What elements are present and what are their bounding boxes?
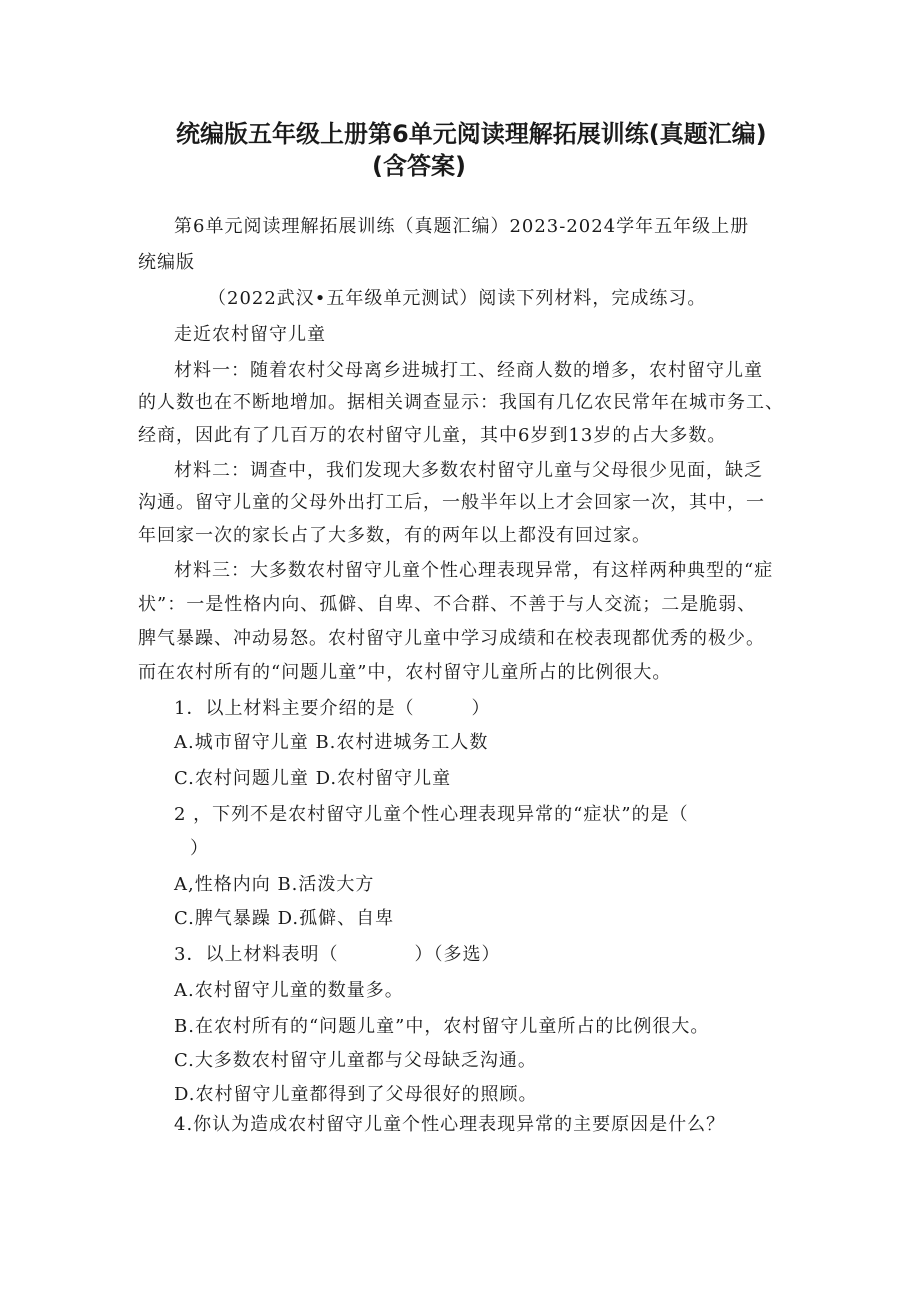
question2-options-cd: C.脾气暴躁 D.孤僻、自卑 bbox=[174, 908, 395, 929]
question3: 3．以上材料表明（ ）（多选） bbox=[174, 944, 501, 965]
question2-options-ab: A,性格内向 B.活泼大方 bbox=[174, 874, 375, 895]
question2-line1: 2 ，下列不是农村留守儿童个性心理表现异常的“症状”的是（ bbox=[174, 804, 689, 825]
document-title-line2: (含答案) bbox=[372, 152, 466, 180]
document-title-line1: 统编版五年级上册第6单元阅读理解拓展训练(真题汇编) bbox=[176, 120, 767, 148]
material2-line1: 材料二：调查中，我们发现大多数农村留守儿童与父母很少见面，缺乏 bbox=[174, 460, 763, 481]
source-line: （2022武汉•五年级单元测试）阅读下列材料，完成练习。 bbox=[208, 288, 707, 309]
material1-line2: 的人数也在不断地增加。据相关调查显示：我国有几亿农民常年在城市务工、 bbox=[138, 392, 784, 413]
intro-line1: 第6单元阅读理解拓展训练（真题汇编）2023-2024学年五年级上册 bbox=[174, 216, 750, 237]
question1-options-cd: C.农村问题儿童 D.农村留守儿童 bbox=[174, 768, 452, 789]
material1-line1: 材料一：随着农村父母离乡进城打工、经商人数的增多，农村留守儿童 bbox=[174, 360, 763, 381]
material3-line4: 而在农村所有的“问题儿童”中，农村留守儿童所占的比例很大。 bbox=[138, 662, 672, 683]
question3-option-d: D.农村留守儿童都得到了父母很好的照顾。 bbox=[174, 1084, 538, 1105]
passage-title: 走近农村留守儿童 bbox=[174, 324, 326, 345]
question3-option-b: B.在农村所有的“问题儿童”中，农村留守儿童所占的比例很大。 bbox=[174, 1016, 710, 1037]
question3-option-a: A.农村留守儿童的数量多。 bbox=[174, 980, 404, 1001]
material2-line3: 年回家一次的家长占了大多数，有的两年以上都没有回过家。 bbox=[138, 525, 651, 546]
material3-line2: 状”：一是性格内向、孤僻、自卑、不合群、不善于与人交流；二是脆弱、 bbox=[138, 594, 757, 615]
question2-line2: ） bbox=[190, 838, 209, 859]
intro-line2: 统编版 bbox=[138, 252, 195, 273]
material1-line3: 经商，因此有了几百万的农村留守儿童，其中6岁到13岁的占大多数。 bbox=[138, 425, 727, 446]
question1: 1．以上材料主要介绍的是（ ） bbox=[174, 698, 491, 719]
material2-line2: 沟通。留守儿童的父母外出打工后，一般半年以上才会回家一次，其中，一 bbox=[138, 492, 765, 513]
material3-line3: 脾气暴躁、冲动易怒。农村留守儿童中学习成绩和在校表现都优秀的极少。 bbox=[138, 628, 765, 649]
material3-line1: 材料三：大多数农村留守儿童个性心理表现异常，有这样两种典型的“症 bbox=[174, 560, 774, 581]
question3-option-c: C.大多数农村留守儿童都与父母缺乏沟通。 bbox=[174, 1050, 537, 1071]
question4: 4.你认为造成农村留守儿童个性心理表现异常的主要原因是什么？ bbox=[174, 1114, 726, 1135]
question1-options-ab: A.城市留守儿童 B.农村进城务工人数 bbox=[174, 732, 489, 753]
